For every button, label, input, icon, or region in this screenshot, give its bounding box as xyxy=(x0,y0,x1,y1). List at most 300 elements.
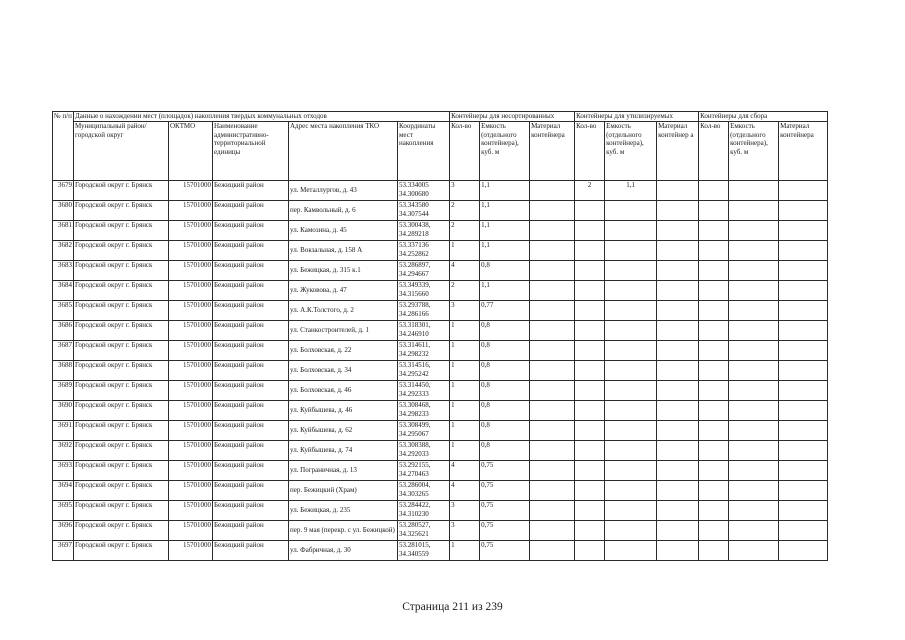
cell-count-collection xyxy=(699,521,729,541)
cell-address: ул. Болховская, д. 46 xyxy=(289,381,398,401)
cell-count-recycled xyxy=(575,261,605,281)
cell-oktmo: 15701000 xyxy=(169,381,213,401)
cell-unit: Бежицкий район xyxy=(213,281,289,301)
header-address: Адрес места накопления ТКО xyxy=(289,122,398,181)
cell-capacity-unsorted: 0,8 xyxy=(480,321,530,341)
table-row xyxy=(53,521,828,541)
cell-material-unsorted xyxy=(530,381,575,401)
cell-address: пер. Бежицкий (Храм) xyxy=(289,481,398,501)
cell-count-unsorted: 2 xyxy=(450,281,480,301)
cell-capacity-collection xyxy=(729,441,779,461)
cell-coords: 53.286897, 34.294667 xyxy=(398,261,450,281)
cell-unit: Бежицкий район xyxy=(213,481,289,501)
cell-oktmo: 15701000 xyxy=(169,261,213,281)
cell-count-collection xyxy=(699,181,729,201)
cell-capacity-collection xyxy=(729,541,779,561)
cell-material-unsorted xyxy=(530,241,575,261)
header-group-recycled: Контейнеры для утилизируемых xyxy=(575,112,699,122)
header-group-unsorted: Контейнеры для несортированных xyxy=(450,112,575,122)
cell-capacity-collection xyxy=(729,201,779,221)
cell-unit: Бежицкий район xyxy=(213,381,289,401)
cell-material-unsorted xyxy=(530,441,575,461)
cell-capacity-recycled xyxy=(605,441,657,461)
cell-capacity-recycled xyxy=(605,261,657,281)
cell-municipality: Городской округ г. Брянск xyxy=(74,461,169,481)
cell-oktmo: 15701000 xyxy=(169,221,213,241)
cell-oktmo: 15701000 xyxy=(169,241,213,261)
cell-material-unsorted xyxy=(530,321,575,341)
cell-capacity-recycled: 1,1 xyxy=(605,181,657,201)
cell-capacity-recycled xyxy=(605,241,657,261)
row-number: 3688 xyxy=(53,361,74,381)
cell-material-collection xyxy=(779,541,828,561)
row-number: 3687 xyxy=(53,341,74,361)
cell-material-recycled xyxy=(657,261,699,281)
cell-oktmo: 15701000 xyxy=(169,201,213,221)
cell-municipality: Городской округ г. Брянск xyxy=(74,301,169,321)
row-number: 3694 xyxy=(53,481,74,501)
header-unit: Наименование административно-территориальной единицы xyxy=(213,122,289,181)
row-number: 3679 xyxy=(53,181,74,201)
cell-material-unsorted xyxy=(530,521,575,541)
table-row xyxy=(53,541,828,561)
cell-address: ул. Болховская, д. 22 xyxy=(289,341,398,361)
cell-count-collection xyxy=(699,541,729,561)
cell-material-unsorted xyxy=(530,401,575,421)
cell-count-recycled xyxy=(575,281,605,301)
cell-count-recycled xyxy=(575,321,605,341)
row-number: 3690 xyxy=(53,401,74,421)
cell-material-collection xyxy=(779,321,828,341)
cell-count-recycled: 2 xyxy=(575,181,605,201)
cell-unit: Бежицкий район xyxy=(213,401,289,421)
cell-material-unsorted xyxy=(530,341,575,361)
cell-count-unsorted: 4 xyxy=(450,461,480,481)
cell-count-collection xyxy=(699,241,729,261)
cell-capacity-recycled xyxy=(605,221,657,241)
cell-material-unsorted xyxy=(530,541,575,561)
cell-capacity-collection xyxy=(729,421,779,441)
cell-material-collection xyxy=(779,221,828,241)
table-row xyxy=(53,461,828,481)
cell-coords: 53.337136 34.252862 xyxy=(398,241,450,261)
cell-capacity-collection xyxy=(729,481,779,501)
row-number: 3695 xyxy=(53,501,74,521)
cell-address: ул. Куйбышева, д. 62 xyxy=(289,421,398,441)
cell-material-recycled xyxy=(657,541,699,561)
header-capacity-recycled: Емкость (отдельного контейнера), куб. м xyxy=(605,122,657,181)
cell-oktmo: 15701000 xyxy=(169,281,213,301)
cell-municipality: Городской округ г. Брянск xyxy=(74,361,169,381)
cell-capacity-unsorted: 0,8 xyxy=(480,341,530,361)
cell-municipality: Городской округ г. Брянск xyxy=(74,421,169,441)
cell-count-unsorted: 3 xyxy=(450,521,480,541)
cell-count-collection xyxy=(699,201,729,221)
cell-material-unsorted xyxy=(530,221,575,241)
cell-capacity-collection xyxy=(729,181,779,201)
cell-capacity-recycled xyxy=(605,341,657,361)
cell-capacity-unsorted: 0,75 xyxy=(480,541,530,561)
cell-material-recycled xyxy=(657,421,699,441)
table-row xyxy=(53,361,828,381)
cell-capacity-unsorted: 0,75 xyxy=(480,501,530,521)
cell-count-recycled xyxy=(575,381,605,401)
cell-address: ул. Пограничная, д. 13 xyxy=(289,461,398,481)
cell-municipality: Городской округ г. Брянск xyxy=(74,541,169,561)
cell-capacity-recycled xyxy=(605,201,657,221)
cell-capacity-unsorted: 0,77 xyxy=(480,301,530,321)
header-coords: Координаты мест накопления xyxy=(398,122,450,181)
cell-count-collection xyxy=(699,321,729,341)
cell-unit: Бежицкий район xyxy=(213,181,289,201)
cell-coords: 53.349339, 34.315660 xyxy=(398,281,450,301)
cell-count-collection xyxy=(699,441,729,461)
cell-material-collection xyxy=(779,441,828,461)
cell-address: пер. 9 мая (перекр. с ул. Бежицкой) xyxy=(289,521,398,541)
cell-capacity-unsorted: 0,8 xyxy=(480,401,530,421)
row-number: 3696 xyxy=(53,521,74,541)
cell-material-collection xyxy=(779,281,828,301)
cell-count-collection xyxy=(699,461,729,481)
cell-material-recycled xyxy=(657,321,699,341)
cell-oktmo: 15701000 xyxy=(169,521,213,541)
header-capacity-unsorted: Емкость (отдельного контейнера), куб. м xyxy=(480,122,530,181)
cell-capacity-unsorted: 1,1 xyxy=(480,241,530,261)
table-row xyxy=(53,501,828,521)
cell-unit: Бежицкий район xyxy=(213,421,289,441)
cell-capacity-recycled xyxy=(605,521,657,541)
cell-count-unsorted: 1 xyxy=(450,441,480,461)
cell-capacity-collection xyxy=(729,381,779,401)
cell-material-collection xyxy=(779,421,828,441)
table-row xyxy=(53,481,828,501)
header-group-collection: Контейнеры для сбора xyxy=(699,112,828,122)
cell-count-collection xyxy=(699,281,729,301)
cell-material-recycled xyxy=(657,401,699,421)
cell-count-collection xyxy=(699,261,729,281)
cell-capacity-unsorted: 0,8 xyxy=(480,261,530,281)
cell-count-recycled xyxy=(575,201,605,221)
cell-municipality: Городской округ г. Брянск xyxy=(74,341,169,361)
cell-count-unsorted: 3 xyxy=(450,181,480,201)
cell-capacity-unsorted: 0,8 xyxy=(480,421,530,441)
cell-count-collection xyxy=(699,301,729,321)
cell-material-unsorted xyxy=(530,361,575,381)
cell-coords: 53.284422, 34.310230 xyxy=(398,501,450,521)
cell-count-collection xyxy=(699,501,729,521)
cell-coords: 53.308468, 34.298233 xyxy=(398,401,450,421)
cell-material-recycled xyxy=(657,301,699,321)
cell-municipality: Городской округ г. Брянск xyxy=(74,221,169,241)
cell-unit: Бежицкий район xyxy=(213,321,289,341)
cell-capacity-unsorted: 1,1 xyxy=(480,221,530,241)
cell-oktmo: 15701000 xyxy=(169,321,213,341)
cell-municipality: Городской округ г. Брянск xyxy=(74,281,169,301)
cell-oktmo: 15701000 xyxy=(169,541,213,561)
cell-capacity-collection xyxy=(729,521,779,541)
cell-material-unsorted xyxy=(530,501,575,521)
cell-count-unsorted: 2 xyxy=(450,201,480,221)
cell-material-collection xyxy=(779,181,828,201)
cell-material-collection xyxy=(779,461,828,481)
table-row xyxy=(53,281,828,301)
cell-unit: Бежицкий район xyxy=(213,201,289,221)
cell-capacity-collection xyxy=(729,241,779,261)
cell-capacity-recycled xyxy=(605,361,657,381)
row-number: 3692 xyxy=(53,441,74,461)
cell-count-unsorted: 1 xyxy=(450,241,480,261)
cell-address: ул. Жуковова, д. 47 xyxy=(289,281,398,301)
cell-address: ул. А.К.Толстого, д. 2 xyxy=(289,301,398,321)
cell-capacity-collection xyxy=(729,461,779,481)
header-material-unsorted: Материал контейнера xyxy=(530,122,575,181)
header-oktmo: ОКТМО xyxy=(169,122,213,181)
cell-coords: 53.308388, 34.292033 xyxy=(398,441,450,461)
cell-count-unsorted: 2 xyxy=(450,221,480,241)
cell-oktmo: 15701000 xyxy=(169,341,213,361)
cell-material-unsorted xyxy=(530,481,575,501)
cell-coords: 53.281015, 34.340559 xyxy=(398,541,450,561)
cell-count-recycled xyxy=(575,441,605,461)
cell-material-unsorted xyxy=(530,261,575,281)
table-row xyxy=(53,261,828,281)
cell-material-collection xyxy=(779,201,828,221)
table-row xyxy=(53,201,828,221)
cell-material-recycled xyxy=(657,521,699,541)
cell-capacity-collection xyxy=(729,221,779,241)
page-number: Страница 211 из 239 xyxy=(402,601,503,613)
cell-count-recycled xyxy=(575,241,605,261)
cell-material-unsorted xyxy=(530,301,575,321)
header-row-groups xyxy=(53,112,828,122)
cell-capacity-recycled xyxy=(605,301,657,321)
cell-count-recycled xyxy=(575,481,605,501)
cell-material-collection xyxy=(779,301,828,321)
cell-material-collection xyxy=(779,261,828,281)
cell-municipality: Городской округ г. Брянск xyxy=(74,321,169,341)
cell-unit: Бежицкий район xyxy=(213,361,289,381)
cell-capacity-recycled xyxy=(605,421,657,441)
cell-capacity-recycled xyxy=(605,501,657,521)
cell-material-collection xyxy=(779,481,828,501)
cell-material-recycled xyxy=(657,241,699,261)
cell-material-recycled xyxy=(657,361,699,381)
cell-material-recycled xyxy=(657,221,699,241)
cell-address: ул. Вокзальная, д. 158 А xyxy=(289,241,398,261)
cell-material-collection xyxy=(779,241,828,261)
cell-material-collection xyxy=(779,381,828,401)
cell-capacity-unsorted: 0,8 xyxy=(480,441,530,461)
cell-oktmo: 15701000 xyxy=(169,181,213,201)
table-body xyxy=(53,181,828,561)
cell-capacity-recycled xyxy=(605,461,657,481)
cell-count-collection xyxy=(699,401,729,421)
table-row xyxy=(53,241,828,261)
cell-coords: 53.292155, 34.270463 xyxy=(398,461,450,481)
cell-capacity-recycled xyxy=(605,401,657,421)
cell-capacity-collection xyxy=(729,341,779,361)
table-row xyxy=(53,301,828,321)
header-count-recycled: Кол-во xyxy=(575,122,605,181)
cell-count-collection xyxy=(699,221,729,241)
cell-count-unsorted: 4 xyxy=(450,481,480,501)
cell-oktmo: 15701000 xyxy=(169,501,213,521)
cell-count-unsorted: 1 xyxy=(450,381,480,401)
cell-unit: Бежицкий район xyxy=(213,221,289,241)
cell-capacity-collection xyxy=(729,281,779,301)
cell-material-recycled xyxy=(657,461,699,481)
cell-count-recycled xyxy=(575,461,605,481)
cell-material-unsorted xyxy=(530,181,575,201)
cell-municipality: Городской округ г. Брянск xyxy=(74,501,169,521)
cell-capacity-recycled xyxy=(605,381,657,401)
cell-material-recycled xyxy=(657,181,699,201)
cell-capacity-collection xyxy=(729,321,779,341)
cell-coords: 53.314611, 34.298232 xyxy=(398,341,450,361)
row-number: 3691 xyxy=(53,421,74,441)
cell-count-unsorted: 4 xyxy=(450,261,480,281)
cell-coords: 53.314516, 34.295242 xyxy=(398,361,450,381)
cell-capacity-recycled xyxy=(605,281,657,301)
cell-material-recycled xyxy=(657,201,699,221)
cell-capacity-unsorted: 0,75 xyxy=(480,521,530,541)
cell-count-unsorted: 1 xyxy=(450,321,480,341)
cell-capacity-unsorted: 1,1 xyxy=(480,181,530,201)
cell-capacity-collection xyxy=(729,301,779,321)
cell-coords: 53.308499, 34.295067 xyxy=(398,421,450,441)
cell-unit: Бежицкий район xyxy=(213,341,289,361)
cell-count-recycled xyxy=(575,301,605,321)
cell-count-collection xyxy=(699,481,729,501)
cell-count-unsorted: 1 xyxy=(450,421,480,441)
cell-oktmo: 15701000 xyxy=(169,441,213,461)
header-count-unsorted: Кол-во xyxy=(450,122,480,181)
cell-material-unsorted xyxy=(530,421,575,441)
cell-count-recycled xyxy=(575,361,605,381)
table-row xyxy=(53,321,828,341)
cell-address: ул. Бежицкая, д. 315 к.1 xyxy=(289,261,398,281)
cell-material-recycled xyxy=(657,501,699,521)
cell-coords: 53.343580 34.307544 xyxy=(398,201,450,221)
cell-capacity-collection xyxy=(729,501,779,521)
cell-municipality: Городской округ г. Брянск xyxy=(74,441,169,461)
cell-count-unsorted: 1 xyxy=(450,361,480,381)
cell-count-collection xyxy=(699,341,729,361)
cell-municipality: Городской округ г. Брянск xyxy=(74,201,169,221)
cell-unit: Бежицкий район xyxy=(213,521,289,541)
row-number: 3684 xyxy=(53,281,74,301)
header-capacity-collection: Емкость (отдельного контейнера), куб. м xyxy=(729,122,779,181)
cell-count-unsorted: 1 xyxy=(450,401,480,421)
cell-capacity-recycled xyxy=(605,481,657,501)
cell-municipality: Городской округ г. Брянск xyxy=(74,481,169,501)
table-row xyxy=(53,441,828,461)
cell-capacity-collection xyxy=(729,261,779,281)
cell-capacity-collection xyxy=(729,361,779,381)
cell-unit: Бежицкий район xyxy=(213,301,289,321)
cell-material-recycled xyxy=(657,281,699,301)
cell-material-unsorted xyxy=(530,201,575,221)
header-row-columns xyxy=(53,122,828,181)
cell-material-collection xyxy=(779,401,828,421)
cell-capacity-unsorted: 0,8 xyxy=(480,361,530,381)
cell-material-collection xyxy=(779,341,828,361)
cell-oktmo: 15701000 xyxy=(169,481,213,501)
header-material-collection: Материал контейнера xyxy=(779,122,828,181)
waste-sites-table xyxy=(52,111,828,561)
cell-material-recycled xyxy=(657,341,699,361)
cell-address: ул. Куйбышева, д. 46 xyxy=(289,401,398,421)
cell-oktmo: 15701000 xyxy=(169,421,213,441)
cell-address: ул. Камозина, д. 45 xyxy=(289,221,398,241)
row-number: 3689 xyxy=(53,381,74,401)
cell-capacity-unsorted: 0,75 xyxy=(480,461,530,481)
cell-unit: Бежицкий район xyxy=(213,541,289,561)
cell-coords: 53.286004, 34.303265 xyxy=(398,481,450,501)
table-row xyxy=(53,221,828,241)
row-number: 3683 xyxy=(53,261,74,281)
cell-count-recycled xyxy=(575,541,605,561)
cell-oktmo: 15701000 xyxy=(169,401,213,421)
cell-address: ул. Куйбышева, д. 74 xyxy=(289,441,398,461)
cell-coords: 53.293788, 34.286166 xyxy=(398,301,450,321)
row-number: 3686 xyxy=(53,321,74,341)
cell-count-unsorted: 1 xyxy=(450,541,480,561)
cell-address: ул. Бежицкая, д. 235 xyxy=(289,501,398,521)
cell-municipality: Городской округ г. Брянск xyxy=(74,261,169,281)
row-number: 3682 xyxy=(53,241,74,261)
cell-capacity-collection xyxy=(729,401,779,421)
row-number: 3697 xyxy=(53,541,74,561)
cell-unit: Бежицкий район xyxy=(213,501,289,521)
table-row xyxy=(53,421,828,441)
cell-count-recycled xyxy=(575,521,605,541)
cell-material-collection xyxy=(779,521,828,541)
cell-material-unsorted xyxy=(530,281,575,301)
cell-coords: 53.318301, 34.246910 xyxy=(398,321,450,341)
cell-address: ул. Фабричная, д. 30 xyxy=(289,541,398,561)
header-municipality: Муниципальный район/городской округ xyxy=(74,122,169,181)
cell-municipality: Городской округ г. Брянск xyxy=(74,381,169,401)
cell-coords: 53.334005 34.300680 xyxy=(398,181,450,201)
cell-unit: Бежицкий район xyxy=(213,261,289,281)
row-number: 3693 xyxy=(53,461,74,481)
cell-count-collection xyxy=(699,361,729,381)
cell-count-unsorted: 3 xyxy=(450,301,480,321)
cell-municipality: Городской округ г. Брянск xyxy=(74,521,169,541)
cell-coords: 53.280527, 34.325621 xyxy=(398,521,450,541)
table-row xyxy=(53,401,828,421)
cell-capacity-unsorted: 1,1 xyxy=(480,201,530,221)
row-number: 3680 xyxy=(53,201,74,221)
cell-count-recycled xyxy=(575,221,605,241)
cell-capacity-unsorted: 0,75 xyxy=(480,481,530,501)
header-count-collection: Кол-во xyxy=(699,122,729,181)
header-group-location: Данные о нахождении мест (площадок) накопления твердых коммунальных отходов xyxy=(74,112,450,122)
cell-address: ул. Металлургов, д. 43 xyxy=(289,181,398,201)
cell-oktmo: 15701000 xyxy=(169,361,213,381)
cell-material-collection xyxy=(779,501,828,521)
cell-count-collection xyxy=(699,421,729,441)
cell-capacity-unsorted: 1,1 xyxy=(480,281,530,301)
cell-coords: 53.300438, 34.289218 xyxy=(398,221,450,241)
cell-address: ул. Станкостроителей, д. 1 xyxy=(289,321,398,341)
cell-coords: 53.314450, 34.292333 xyxy=(398,381,450,401)
cell-material-recycled xyxy=(657,441,699,461)
cell-count-recycled xyxy=(575,421,605,441)
cell-material-collection xyxy=(779,361,828,381)
cell-capacity-unsorted: 0,8 xyxy=(480,381,530,401)
